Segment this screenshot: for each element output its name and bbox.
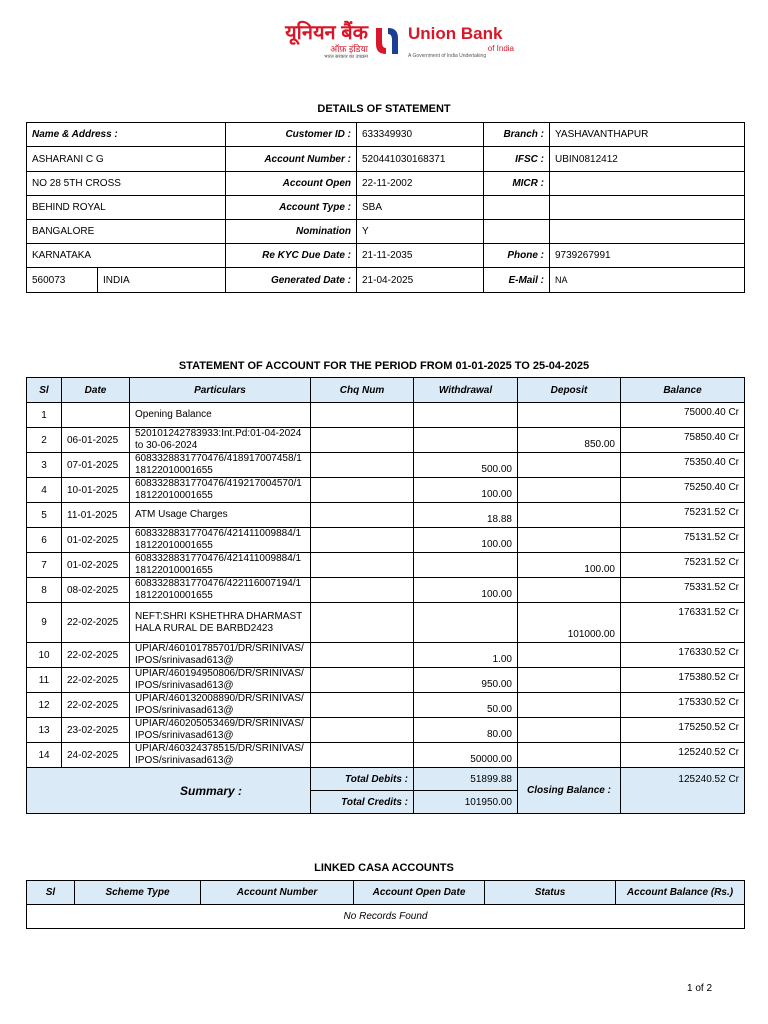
closing-balance-label: Closing Balance : [518,768,621,814]
linked-col-balance: Account Balance (Rs.) [616,881,745,905]
table-row [27,743,745,768]
cell-sl: 4 [27,478,62,503]
address-line-3: BEHIND ROYAL [27,196,226,220]
cell-date: 10-01-2025 [62,478,130,503]
table-row [27,578,745,603]
table-row [27,503,745,528]
no-records: No Records Found [27,905,745,929]
cell-sl: 10 [27,643,62,668]
cell-date: 01-02-2025 [62,528,130,553]
account-type-label: Account Type : [226,196,357,220]
cell-date: 07-01-2025 [62,453,130,478]
account-number-label: Account Number : [226,147,357,172]
bank-tagline: A Government of India Undertaking [408,53,487,59]
cell-particulars: 520101242783933:Int.Pd:01-04-2024 to 30-06-2024 [130,428,311,453]
cell-balance: 75350.40 Cr [621,453,745,478]
cell-deposit [518,693,621,718]
cell-date: 06-01-2025 [62,428,130,453]
col-withdrawal: Withdrawal [414,378,518,403]
account-type: SBA [357,196,484,220]
cell-particulars: 6083328831770476/418917007458/118122010001655 [130,453,311,478]
cell-withdrawal [414,553,518,578]
cell-sl: 5 [27,503,62,528]
nomination-label: Nomination [226,220,357,244]
cell-balance: 176331.52 Cr [621,603,745,643]
table-row [27,693,745,718]
address-line-2: NO 28 5TH CROSS [27,172,226,196]
cell-balance: 176330.52 Cr [621,643,745,668]
table-row [27,643,745,668]
bank-hindi-tagline: भारत सरकार का उपक्रम [323,54,368,60]
cell-date: 22-02-2025 [62,668,130,693]
cell-balance: 175250.52 Cr [621,718,745,743]
cell-chq [311,478,414,503]
cell-balance: 175330.52 Cr [621,693,745,718]
cell-particulars: 6083328831770476/421411009884/118122010001655 [130,553,311,578]
statement-table [26,377,745,814]
cell-date: 23-02-2025 [62,718,130,743]
col-deposit: Deposit [518,378,621,403]
cell-deposit [518,743,621,768]
cell-chq [311,668,414,693]
total-debits: 51899.88 [414,768,518,791]
cell-withdrawal [414,603,518,643]
table-row [27,528,745,553]
table-row [27,403,745,428]
cell-sl: 14 [27,743,62,768]
col-balance: Balance [621,378,745,403]
cell-particulars: NEFT:SHRI KSHETHRA DHARMASTHALA RURAL DE BARBD2423 [130,603,311,643]
table-row [27,718,745,743]
cell-particulars: ATM Usage Charges [130,503,311,528]
page-number: 1 of 2 [686,983,712,994]
branch: YASHAVANTHAPUR [550,123,745,147]
cell-withdrawal: 100.00 [414,478,518,503]
cell-withdrawal: 18.88 [414,503,518,528]
cell-withdrawal: 50000.00 [414,743,518,768]
table-row [27,553,745,578]
cell-chq [311,643,414,668]
transactions [27,403,745,768]
cell-date: 24-02-2025 [62,743,130,768]
table-row [27,478,745,503]
linked-col-scheme: Scheme Type [75,881,201,905]
cell-deposit [518,478,621,503]
cell-date: 01-02-2025 [62,553,130,578]
address-line-1: ASHARANI C G [27,147,226,172]
address-line-4: BANGALORE [27,220,226,244]
cell-deposit [518,503,621,528]
cell-sl: 8 [27,578,62,603]
cell-particulars: Opening Balance [130,403,311,428]
cell-deposit: 100.00 [518,553,621,578]
cell-withdrawal: 1.00 [414,643,518,668]
cell-deposit [518,668,621,693]
cell-deposit [518,528,621,553]
table-row [27,428,745,453]
generated-label: Generated Date : [226,268,357,293]
cell-date: 22-02-2025 [62,693,130,718]
micr [550,172,745,196]
cell-deposit [518,718,621,743]
cell-particulars: 6083328831770476/422116007194/118122010001655 [130,578,311,603]
email: NA [550,268,745,293]
cell-withdrawal: 100.00 [414,528,518,553]
bank-name-sub: of India [487,44,514,53]
cell-deposit [518,578,621,603]
cell-balance: 75131.52 Cr [621,528,745,553]
cell-particulars: UPIAR/460324378515/DR/SRINIVAS/IPOS/srinivasad613@ [130,743,311,768]
statement-title: STATEMENT OF ACCOUNT FOR THE PERIOD FROM 01-01-2025 TO 25-04-2025 [178,360,590,372]
ifsc-label: IFSC : [484,147,550,172]
col-chq-num: Chq Num [311,378,414,403]
pincode: 560073 [27,268,98,293]
cell-particulars: UPIAR/460101785701/DR/SRINIVAS/IPOS/srinivasad613@ [130,643,311,668]
cell-sl: 9 [27,603,62,643]
cell-balance: 175380.52 Cr [621,668,745,693]
cell-deposit: 850.00 [518,428,621,453]
cell-withdrawal: 950.00 [414,668,518,693]
generated-date: 21-04-2025 [357,268,484,293]
email-label: E-Mail : [484,268,550,293]
customer-id-label: Customer ID : [226,123,357,147]
cell-withdrawal: 80.00 [414,718,518,743]
union-bank-emblem-icon [372,24,402,58]
linked-col-sl: Sl [27,881,75,905]
cell-sl: 13 [27,718,62,743]
cell-chq [311,453,414,478]
total-credits: 101950.00 [414,791,518,814]
name-address-label: Name & Address : [27,123,226,147]
phone: 9739267991 [550,244,745,268]
cell-date: 08-02-2025 [62,578,130,603]
details-table [26,122,745,293]
cell-chq [311,503,414,528]
cell-balance: 75231.52 Cr [621,553,745,578]
cell-date: 11-01-2025 [62,503,130,528]
cell-balance: 75231.52 Cr [621,503,745,528]
cell-withdrawal: 50.00 [414,693,518,718]
cell-withdrawal [414,403,518,428]
cell-balance: 75250.40 Cr [621,478,745,503]
col-date: Date [62,378,130,403]
micr-label: MICR : [484,172,550,196]
rekyc-date: 21-11-2035 [357,244,484,268]
cell-chq [311,578,414,603]
address-line-5: KARNATAKA [27,244,226,268]
bank-name: Union Bank [408,24,503,43]
bank-logo [250,22,520,66]
cell-sl: 1 [27,403,62,428]
col-sl: Sl [27,378,62,403]
details-title: DETAILS OF STATEMENT [317,103,451,115]
cell-sl: 3 [27,453,62,478]
cell-deposit [518,643,621,668]
linked-title: LINKED CASA ACCOUNTS [314,862,454,874]
cell-date: 22-02-2025 [62,603,130,643]
cell-date [62,403,130,428]
bank-hindi-sub: ऑफ़ इंडिया [330,44,368,54]
cell-sl: 6 [27,528,62,553]
table-row [27,453,745,478]
country: INDIA [98,268,226,293]
cell-balance: 125240.52 Cr [621,743,745,768]
total-debits-label: Total Debits : [311,768,414,791]
cell-sl: 7 [27,553,62,578]
cell-chq [311,403,414,428]
account-open: 22-11-2002 [357,172,484,196]
customer-id: 633349930 [357,123,484,147]
cell-chq [311,693,414,718]
cell-date: 22-02-2025 [62,643,130,668]
cell-chq [311,718,414,743]
cell-sl: 12 [27,693,62,718]
linked-col-account-number: Account Number [201,881,354,905]
cell-withdrawal: 100.00 [414,578,518,603]
closing-balance: 125240.52 Cr [621,768,745,814]
cell-deposit: 101000.00 [518,603,621,643]
table-row [27,603,745,643]
ifsc: UBIN0812412 [550,147,745,172]
cell-sl: 2 [27,428,62,453]
cell-chq [311,428,414,453]
cell-deposit [518,453,621,478]
cell-withdrawal: 500.00 [414,453,518,478]
cell-sl: 11 [27,668,62,693]
linked-table [26,880,745,929]
branch-label: Branch : [484,123,550,147]
cell-chq [311,603,414,643]
cell-particulars: UPIAR/460194950806/DR/SRINIVAS/IPOS/srinivasad613@ [130,668,311,693]
phone-label: Phone : [484,244,550,268]
cell-chq [311,743,414,768]
summary-label: Summary : [27,768,311,814]
cell-chq [311,553,414,578]
cell-particulars: 6083328831770476/421411009884/118122010001655 [130,528,311,553]
cell-withdrawal [414,428,518,453]
col-particulars: Particulars [130,378,311,403]
nomination: Y [357,220,484,244]
cell-particulars: UPIAR/460205053469/DR/SRINIVAS/IPOS/srinivasad613@ [130,718,311,743]
bank-hindi-name: यूनियन बैंक [285,22,368,44]
cell-particulars: UPIAR/460132008890/DR/SRINIVAS/IPOS/srinivasad613@ [130,693,311,718]
linked-col-open-date: Account Open Date [354,881,485,905]
cell-chq [311,528,414,553]
cell-balance: 75850.40 Cr [621,428,745,453]
table-row [27,668,745,693]
cell-deposit [518,403,621,428]
account-number: 520441030168371 [357,147,484,172]
rekyc-label: Re KYC Due Date : [226,244,357,268]
account-open-label: Account Open [226,172,357,196]
cell-balance: 75000.40 Cr [621,403,745,428]
cell-balance: 75331.52 Cr [621,578,745,603]
linked-col-status: Status [485,881,616,905]
total-credits-label: Total Credits : [311,791,414,814]
cell-particulars: 6083328831770476/419217004570/118122010001655 [130,478,311,503]
